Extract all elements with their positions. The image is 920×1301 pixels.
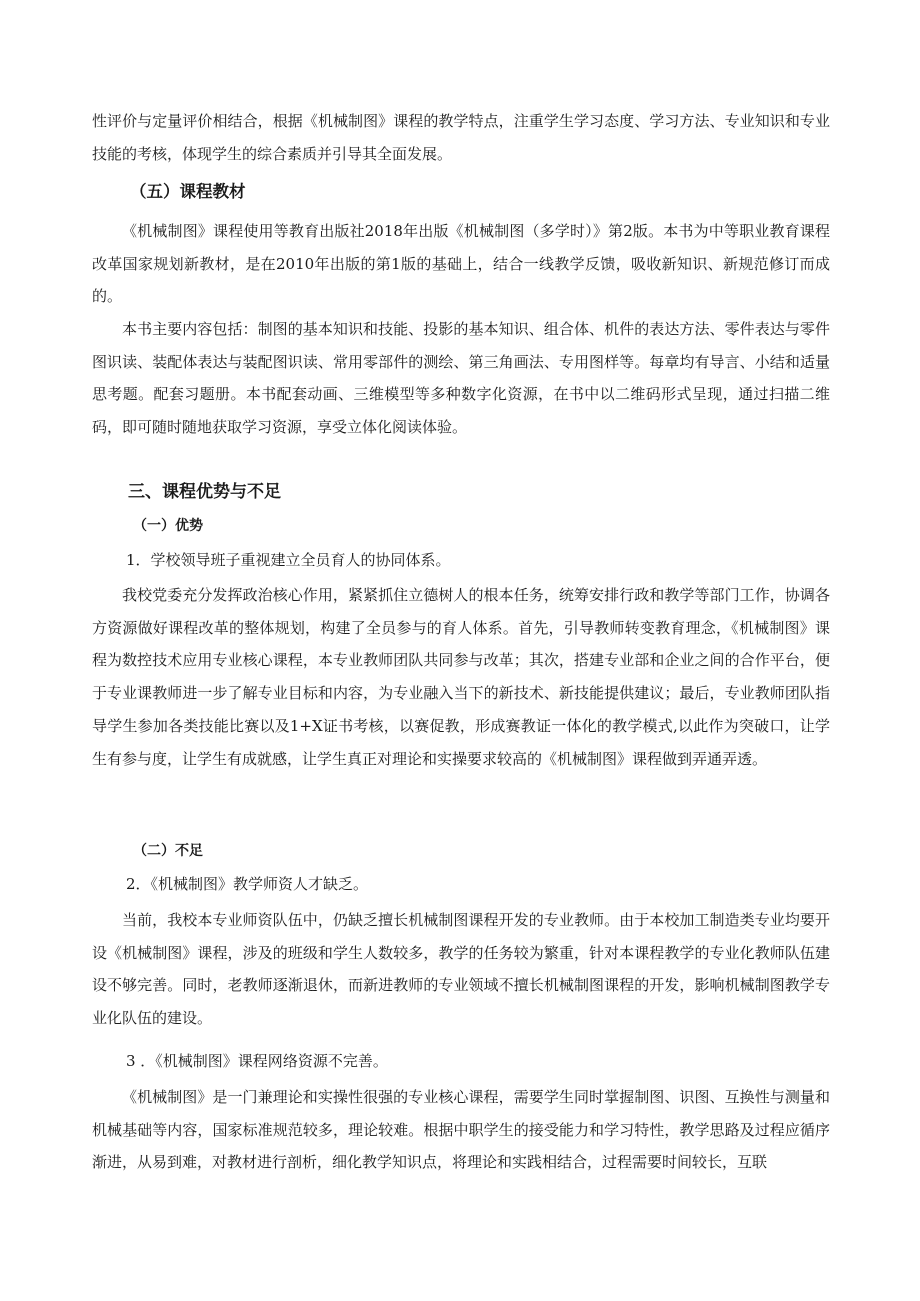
paragraph-book-contents: 本书主要内容包括：制图的基本知识和技能、投影的基本知识、组合体、机件的表达方法、零件表达与零件图识读、装配体表达与装配图识读、常用零部件的测绘、第三角画法、专用图样等。每章均有导言、小结和适量思考题。配套习题册。本书配套动画、三维模型等多种数字化资源，在书中以二维码形式呈现，通过扫描二维码，即可随时随地获取学习资源，享受立体化阅读体验。 (92, 320, 830, 437)
heading-textbook: （五）课程教材 (130, 182, 246, 201)
list-item-1: 1．学校领导班子重视建立全员育人的协同体系。 (126, 551, 451, 569)
paragraph-textbook-info: 《机械制图》课程使用等教育出版社2018年出版《机械制图（多学时）》第2版。本书为中等职业教育课程改革国家规划新教材，是在2010年出版的第1版的基础上，结合一线教学反馈，吸收新知识、新规范修订而成的。 (92, 222, 830, 306)
paragraph-shortcomings: 当前，我校本专业师资队伍中，仍缺乏擅长机械制图课程开发的专业教师。由于本校加工制造类专业均要开设《机械制图》课程，涉及的班级和学生人数较多，教学的任务较为繁重，针对本课程教学的专业化教师队伍建设不够完善。同时，老教师逐渐退休，而新进教师的专业领域不擅长机械制图课程的开发，影响机械制图教学专业化队伍的建设。 (92, 911, 830, 1028)
paragraph-evaluation-continued: 性评价与定量评价相结合，根据《机械制图》课程的教学特点，注重学生学习态度、学习方法、专业知识和专业技能的考核，体现学生的综合素质并引导其全面发展。 (92, 112, 830, 163)
paragraph-advantages: 我校党委充分发挥政治核心作用，紧紧抓住立德树人的根本任务，统筹安排行政和教学等部门工作，协调各方资源做好课程改革的整体规划，构建了全员参与的育人体系。首先，引导教师转变教育理念，《机械制图》课程为数控技术应用专业核心课程，本专业教师团队共同参与改革；其次，搭建专业部和企业之间的合作平台，便于专业课教师进一步了解专业目标和内容，为专业融入当下的新技术、新技能提供建议；最后，专业教师团队指导学生参加各类技能比赛以及1+X证书考核，以赛促教，形成赛教证一体化的教学模式,以此作为突破口，让学生有参与度，让学生有成就感，让学生真正对理论和实操要求较高的《机械制图》课程做到弄通弄透。 (92, 586, 830, 768)
heading-section-three: 三、课程优势与不足 (128, 482, 281, 502)
heading-shortcomings: （二）不足 (133, 843, 203, 859)
paragraph-network-resources: 《机械制图》是一门兼理论和实操性很强的专业核心课程，需要学生同时掌握制图、识图、互换性与测量和机械基础等内容，国家标准规范较多，理论较难。根据中职学生的接受能力和学习特性，教学思路及过程应循序渐进，从易到难，对教材进行剖析，细化教学知识点，将理论和实践相结合，过程需要时间较长，互联 (92, 1088, 830, 1172)
list-item-3: 3 ．《机械制图》课程网络资源不完善。 (126, 1052, 388, 1070)
heading-advantages: （一）优势 (133, 518, 203, 534)
list-item-2: 2．《机械制图》教学师资人才缺乏。 (126, 875, 369, 893)
